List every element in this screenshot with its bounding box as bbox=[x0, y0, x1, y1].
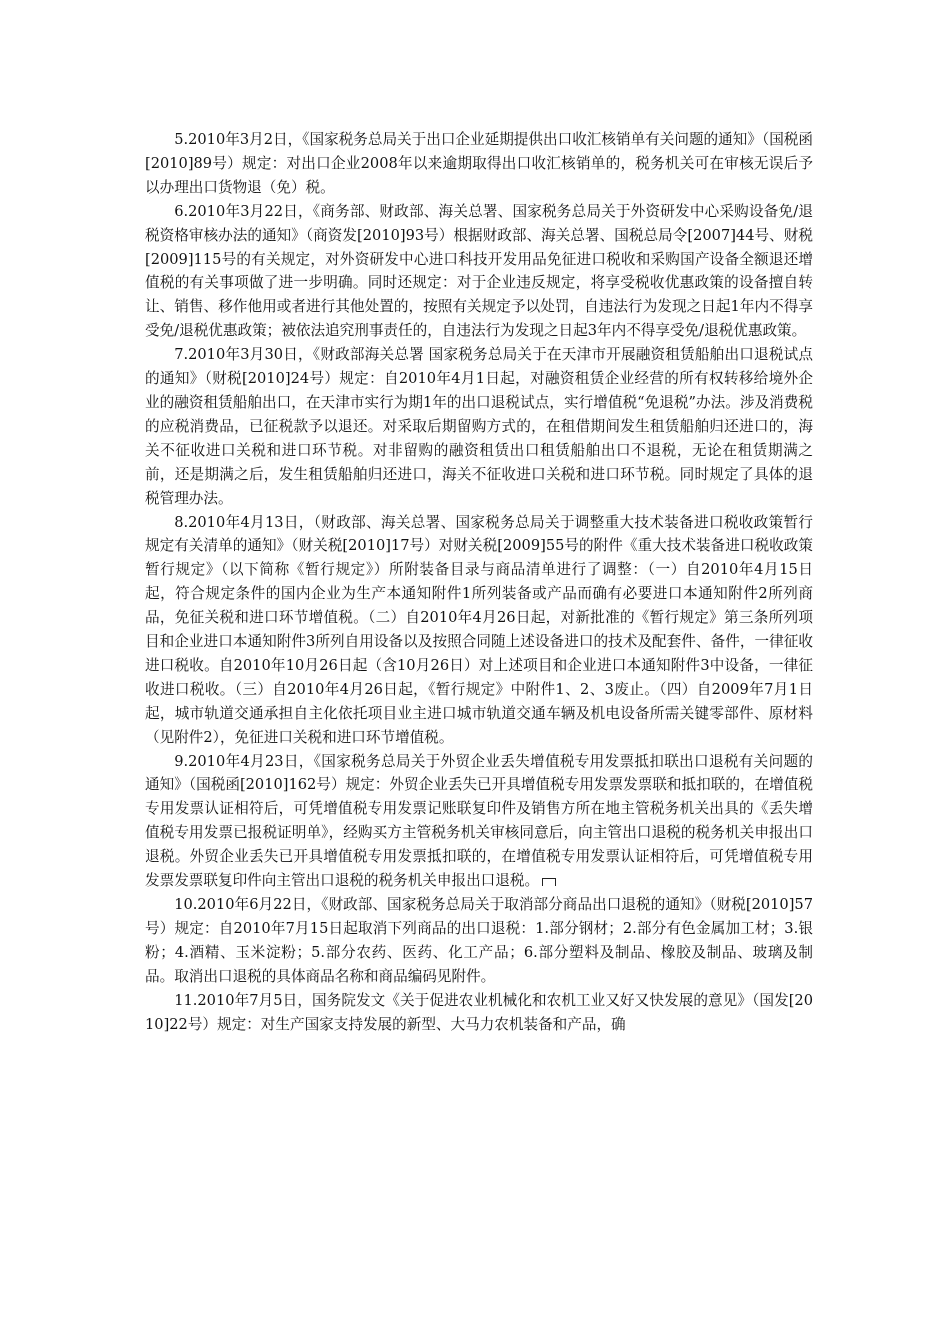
paragraph-item-6: 6.2010年3月22日，《商务部、财政部、海关总署、国家税务总局关于外资研发中心采购设备免/退税资格审核办法的通知》（商资发[2010]93号）根据财政部、海关总署、国税总局令[2007]44号、财税[2009]115号的有关规定，对外资研发中心进口科技开发用品免征进口税收和采购国产设备全额退还增值税的有关事项做了进一步明确。同时还规定：对于企业违反规定，将享受税收优惠政策的设备擅自转让、销售、移作他用或者进行其他处置的，按照有关规定予以处罚，自违法行为发现之日起1年内不得享受免/退税优惠政策；被依法追究刑事责任的，自违法行为发现之日起3年内不得享受免/退税优惠政策。 bbox=[145, 202, 813, 340]
paragraph-item-8: 8.2010年4月13日，（财政部、海关总署、国家税务总局关于调整重大技术装备进口税收政策暂行规定有关清单的通知》（财关税[2010]17号）对财关税[2009]55号的附件《重大技术装备进口税收政策暂行规定》（以下简称《暂行规定》）所附装备目录与商品清单进行了调整：（一）自2010年4月15日起，符合规定条件的国内企业为生产本通知附件1所列装备或产品而确有必要进口本通知附件2所列商品，免征关税和进口环节增值税。（二）自2010年4月26日起，对新批准的《暂行规定》第三条所列项目和企业进口本通知附件3所列自用设备以及按照合同随上述设备进口的技术及配套件、备件，一律征收进口税收。自2010年10月26日起（含10月26日）对上述项目和企业进口本通知附件3中设备，一律征收进口税收。（三）自2010年4月26日起，《暂行规定》中附件1、2、3废止。（四）自2009年7月1日起，城市轨道交通承担自主化依托项目业主进口城市轨道交通车辆及机电设备所需关键零部件、原材料（见附件2），免征进口关税和进口环节增值税。 bbox=[145, 513, 813, 746]
paragraph-item-11: 11.2010年7月5日，国务院发文《关于促进农业机械化和农机工业又好又快发展的意见》（国发[2010]22号）规定：对生产国家支持发展的新型、大马力农机装备和产品，确 bbox=[145, 991, 813, 1033]
paragraph-item-5: 5.2010年3月2日，《国家税务总局关于出口企业延期提供出口收汇核销单有关问题的通知》（国税函[2010]89号）规定：对出口企业2008年以来逾期取得出口收汇核销单的，税务机关可在审核无误后予以办理出口货物退（免）税。 bbox=[145, 131, 813, 196]
paragraph-item-7: 7.2010年3月30日，《财政部海关总署 国家税务总局关于在天津市开展融资租赁船舶出口退税试点的通知》（财税[2010]24号）规定：自2010年4月1日起，对融资租赁企业经营的所有权转移给境外企业的融资租赁船舶出口，在天津市实行为期1年的出口退税试点，实行增值税“免退税”办法。涉及消费税的应税消费品，已征税款予以退还。对采取后期留购方式的，在租借期间发生租赁船舶归还进口的，海关不征收进口关税和进口环节税。对非留购的融资租赁出口租赁船舶出口不退税，无论在租赁期满之前，还是期满之后，发生租赁船舶归还进口，海关不征收进口关税和进口环节税。同时规定了具体的退税管理办法。 bbox=[145, 346, 813, 507]
paragraph-item-10: 10.2010年6月22日，《财政部、国家税务总局关于取消部分商品出口退税的通知》（财税[2010]57号）规定：自2010年7月15日起取消下列商品的出口退税：1.部分钢材；2.部分有色金属加工材；3.银粉；4.酒精、玉米淀粉；5.部分农药、医药、化工产品；6.部分塑料及制品、橡胶及制品、玻璃及制品。取消出口退税的具体商品名称和商品编码见附件。 bbox=[145, 896, 813, 985]
document-body bbox=[145, 128, 813, 1036]
paragraph-end-mark-icon bbox=[542, 878, 556, 886]
paragraph-item-9-text: 9.2010年4月23日，《国家税务总局关于外贸企业丢失增值税专用发票抵扣联出口退税有关问题的通知》（国税函[2010]162号）规定：外贸企业丢失已开具增值税专用发票发票联和抵扣联的，在增值税专用发票认证相符后，可凭增值税专用发票记账联复印件及销售方所在地主管税务机关出具的《丢失增值税专用发票已报税证明单》，经购买方主管税务机关审核同意后，向主管出口退税的税务机关申报出口退税。外贸企业丢失已开具增值税专用发票抵扣联的，在增值税专用发票认证相符后，可凭增值税专用发票发票联复印件向主管出口退税的税务机关申报出口退税。 bbox=[145, 752, 813, 890]
paragraph-item-9 bbox=[145, 750, 813, 893]
